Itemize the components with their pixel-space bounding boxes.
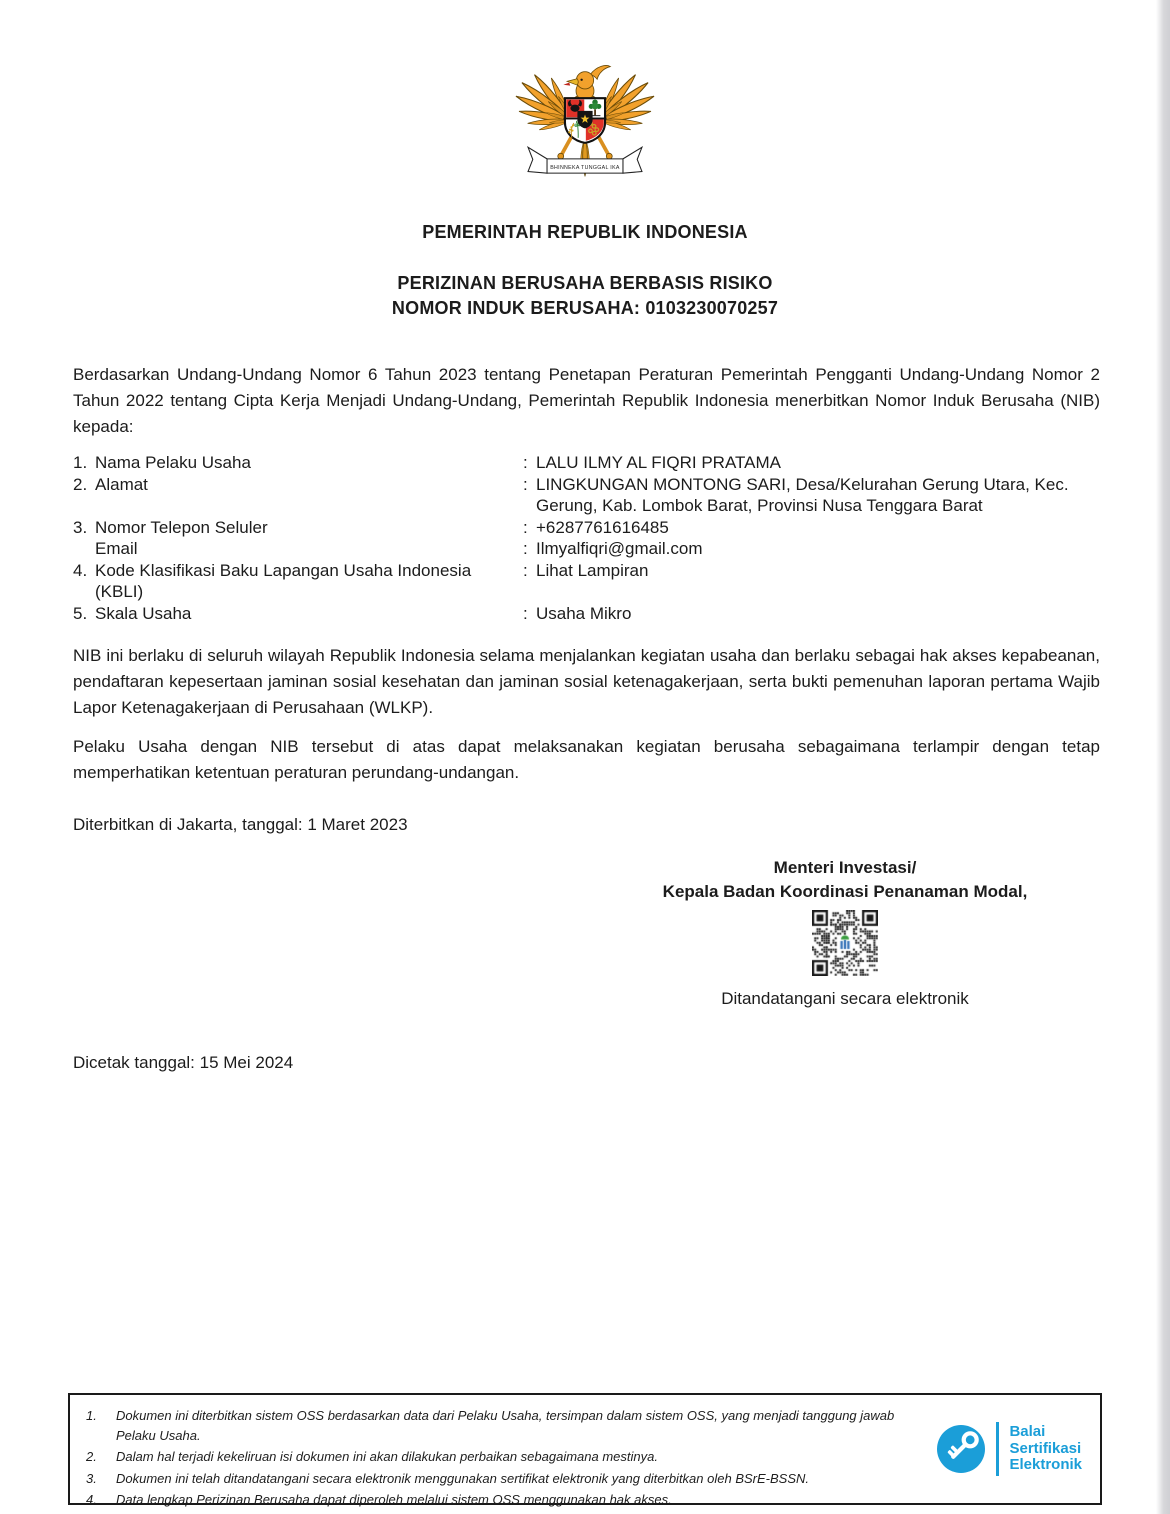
eye [580, 79, 582, 81]
logo-text-line1: Balai [1009, 1423, 1046, 1441]
footer-notes-box [68, 1393, 1102, 1505]
field-row-email [73, 538, 1103, 560]
field-label: Skala Usaha [95, 603, 192, 623]
key-icon [935, 1423, 987, 1475]
field-number: 2. [73, 474, 88, 494]
field-label: Email [95, 539, 138, 558]
signature-block [645, 856, 1045, 1009]
field-number: 5. [73, 603, 88, 623]
tongue [563, 83, 570, 86]
issued-line: Diterbitkan di Jakarta, tanggal: 1 Maret 2023 [73, 815, 408, 834]
logo-text-line3: Elektronik [1009, 1456, 1082, 1474]
field-number: 3. [73, 517, 88, 537]
document-title [0, 271, 1170, 321]
logo-divider [996, 1422, 999, 1476]
footer-notes-list [86, 1406, 930, 1512]
qr-code [812, 910, 878, 976]
logo-text-line2: Sertifikasi [1009, 1439, 1082, 1457]
pancasila-shield [563, 98, 606, 143]
field-number [73, 538, 95, 560]
field-label: Nama Pelaku Usaha [95, 453, 251, 472]
footer-note [86, 1406, 930, 1447]
body-paragraph-1: NIB ini berlaku di seluruh wilayah Republik Indonesia selama menjalankan kegiatan usaha dan berlaku sebagai hak akses kepabeanan, pendaftaran kepesertaan jaminan sosial kesehatan dan jaminan sosial ketenagakerjaan, serta bukti pemenuhan laporan pertama Wajib Lapor Ketenagakerjaan di Perusahaan (WLKP). [73, 646, 1100, 717]
note-number: 3. [86, 1470, 97, 1486]
balai-sertifikasi-elektronik-logo [935, 1422, 1082, 1476]
field-value: : LINGKUNGAN MONTONG SARI, Desa/Kelurahan Gerung Utara, Kec. Gerung, Kab. Lombok Barat, Provinsi Nusa Tenggara Barat [523, 474, 1103, 517]
note-number: 4. [86, 1492, 97, 1507]
field-number: 4. [73, 560, 88, 580]
note-text: Data lengkap Perizinan Berusaha dapat diperoleh melalui sistem OSS menggunakan hak akses. [116, 1492, 672, 1507]
intro-paragraph: Berdasarkan Undang-Undang Nomor 6 Tahun 2023 tentang Penetapan Peraturan Pemerintah Pengganti Undang-Undang Nomor 2 Tahun 2022 tentang Cipta Kerja Menjadi Undang-Undang, Pemerintah Republik Indonesia menerbitkan Nomor Induk Berusaha (NIB) kepada: [73, 365, 1100, 436]
note-text: Dalam hal terjadi kekeliruan isi dokumen ini akan dilakukan perbaikan sebagaimana mestinya. [116, 1449, 658, 1464]
document-title-line2: NOMOR INDUK BERUSAHA: 0103230070257 [391, 298, 779, 318]
field-label: Nomor Telepon Seluler [95, 517, 268, 537]
footer-note [86, 1469, 930, 1491]
logo-text [1009, 1424, 1082, 1474]
field-row-alamat [73, 474, 1103, 517]
printed-date-line: Dicetak tanggal: 15 Mei 2024 [73, 1053, 294, 1072]
electronic-signature-caption: Ditandatangani secara elektronik [721, 989, 969, 1008]
field-value: : LALU ILMY AL FIQRI PRATAMA [523, 452, 1103, 474]
field-row-nama [73, 452, 1103, 474]
garuda-pancasila-emblem [511, 36, 659, 190]
field-value: : Ilmyalfiqri@gmail.com [523, 538, 1103, 560]
note-number: 1. [86, 1408, 97, 1423]
note-number: 2. [86, 1449, 97, 1464]
note-text: Dokumen ini telah ditandatangani secara elektronik menggunakan sertifikat elektronik yang diterbitkan oleh BSrE-BSSN. [116, 1470, 809, 1486]
government-title: PEMERINTAH REPUBLIK INDONESIA [422, 222, 748, 242]
footer-note [86, 1490, 930, 1512]
business-fields-list [73, 452, 1103, 624]
field-value: : +6287761616485 [523, 517, 1103, 539]
scan-page-edge [1156, 0, 1170, 1514]
field-row-telepon [73, 517, 1103, 539]
motto-text: BHINNEKA TUNGGAL IKA [550, 165, 620, 172]
field-label: Kode Klasifikasi Baku Lapangan Usaha Indonesia (KBLI) [95, 560, 472, 601]
field-row-skala [73, 603, 1103, 625]
body-paragraph-2: Pelaku Usaha dengan NIB tersebut di atas dapat melaksanakan kegiatan berusaha sebagaimana terlampir dengan tetap memperhatikan ketentuan peraturan perundang-undangan. [73, 737, 1100, 782]
field-number: 1. [73, 453, 88, 472]
field-value: : Lihat Lampiran [523, 560, 1103, 603]
note-text: Dokumen ini diterbitkan sistem OSS berdasarkan data dari Pelaku Usaha, tersimpan dalam sistem OSS, yang menjadi tanggung jawab Pelaku Usaha. [116, 1408, 895, 1443]
field-row-kbli [73, 560, 1103, 603]
document-title-line1: PERIZINAN BERUSAHA BERBASIS RISIKO [397, 273, 773, 293]
footer-note [86, 1447, 930, 1469]
signer-title-line1: Menteri Investasi/ [773, 858, 917, 877]
field-label: Alamat [95, 474, 148, 494]
field-value: : Usaha Mikro [523, 603, 1103, 625]
signer-title-line2: Kepala Badan Koordinasi Penanaman Modal, [662, 882, 1028, 901]
